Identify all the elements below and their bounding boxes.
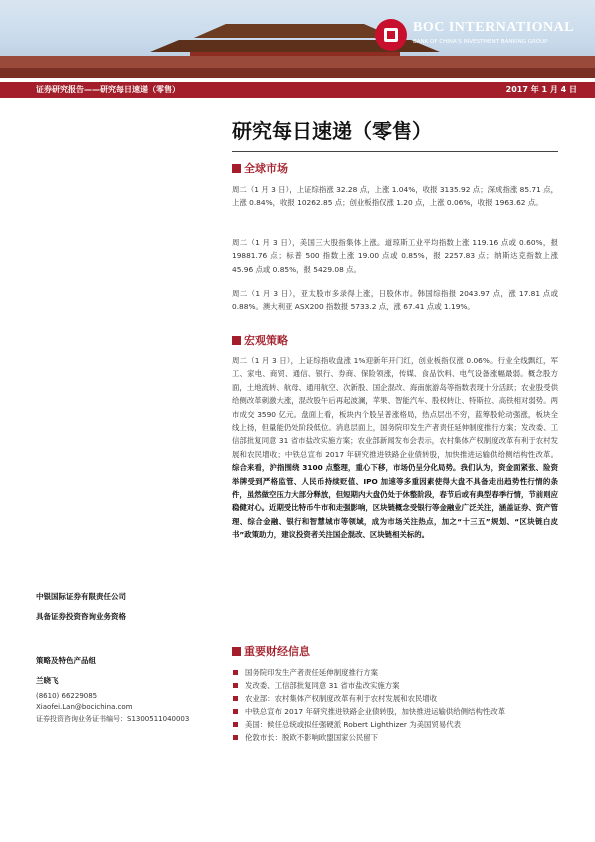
brand-name: BOC INTERNATIONAL: [413, 20, 575, 35]
boc-logo: [375, 17, 585, 57]
square-bullet-icon: [232, 647, 241, 656]
sidebar-dept: 策略及特色产品组: [36, 656, 96, 665]
macro-normal-text: 周二（1 月 3 日），上证综指收盘涨 1%迎新年开门红，创业板指仅涨 0.06%。行业全线飘红，军工、家电、商贸、通信、银行、券商、保险领涨，传媒、食品饮料、电气设备涨幅最弱。概念股方面，土地流转、航母、通用航空、次新股、国企混改、海南旅游岛等指数表现十分活跃；农业股受供给侧改革刺激大涨，混改股午后再起波澜，苹果、智能汽车、股权转让、特斯拉、高铁相对弱势。两市成交 3590 亿元。盘面上看，板块内个股呈普涨格局，热点层出不穷，蓝筹股轮动强涨，板块全线上扬，但量能仍处阶段低位。消息层面上，国务院印发生产者责任延伸制度推行方案；发改委、工信部批复同意 31 省市盐改实施方案；农业部新闻发布会表示，农村集体产权制度改革有利于农村发展和农民增收；中铁总宣布 2017 年研究推进铁路企业债转股，加快推进运输供给侧结构性改革。: [232, 356, 558, 459]
report-date: 2017 年 1 月 4 日: [505, 85, 577, 94]
news-item: [232, 666, 558, 679]
news-item: [232, 731, 558, 744]
square-bullet-icon: [233, 683, 238, 688]
news-item-text: 国务院印发生产者责任延伸制度推行方案: [245, 668, 379, 677]
section-heading-text: 全球市场: [244, 162, 288, 175]
sidebar-qualification: 具备证券投资咨询业务资格: [36, 612, 126, 621]
square-bullet-icon: [233, 696, 238, 701]
boc-logo-icon: [375, 19, 407, 51]
brand-sub: BANK OF CHINA'S INVESTMENT BANKING GROUP: [413, 39, 548, 45]
section-heading-macro: [232, 332, 288, 348]
paragraph-global-1: 周二（1 月 3 日），上证综指涨 32.28 点，上涨 1.04%，收报 3135.92 点；深成指涨 85.71 点，上涨 0.84%，收报 10262.85 点；创业板指仅涨 1.20 点，上涨 0.06%，收报 1963.62 点。: [232, 185, 558, 208]
sidebar-email[interactable]: Xiaofei.Lan@bocichina.com: [36, 703, 133, 711]
palace-wall: [0, 68, 595, 78]
square-bullet-icon: [233, 670, 238, 675]
square-bullet-icon: [232, 164, 241, 173]
news-item-text: 伦敦市长：脱欧不影响欧盟国家公民留下: [245, 733, 379, 742]
news-item-text: 中铁总宣布 2017 年研究推进铁路企业债转股，加快推进运输供给侧结构性改革: [245, 707, 506, 716]
news-item: [232, 718, 558, 731]
report-header-bar: [0, 82, 595, 98]
square-bullet-icon: [233, 709, 238, 714]
report-type: 证券研究报告——研究每日速递（零售）: [36, 85, 180, 94]
sidebar-company: 中银国际证券有限责任公司: [36, 592, 126, 601]
section-heading-news: [232, 643, 310, 659]
sidebar-phone: (8610) 66229085: [36, 692, 98, 700]
news-item: [232, 692, 558, 705]
title-rule: [232, 151, 558, 152]
paragraph-global-3: 周二（1 月 3 日），亚太股市多录得上涨，日股休市。韩国综指报 2043.97 点，涨 17.81 点或 0.88%。澳大利亚 ASX200 指数报 5733.2 点，涨 67.41 点或 1.19%。: [232, 289, 558, 312]
sidebar-analyst: 兰晓飞: [36, 676, 59, 685]
news-item-text: 农业部：农村集体产权制度改革有利于农村发展和农民增收: [245, 694, 438, 703]
news-item: [232, 705, 558, 718]
sidebar-cert: 证券投资咨询业务证书编号：S1300511040003: [36, 715, 190, 723]
news-item-text: 美国：候任总统或拟任强硬派 Robert Lighthizer 为美国贸易代表: [245, 720, 462, 729]
section-heading-text: 重要财经信息: [244, 645, 310, 658]
news-item: [232, 679, 558, 692]
header-banner: [0, 0, 595, 78]
paragraph-macro: [232, 354, 558, 542]
section-heading-text: 宏观策略: [244, 334, 288, 347]
square-bullet-icon: [233, 735, 238, 740]
page-title: 研究每日速递（零售）: [232, 119, 432, 143]
section-heading-global: [232, 160, 288, 176]
paragraph-global-2: 周二（1 月 3 日），美国三大股指集体上涨。道琼斯工业平均指数上涨 119.16 点或 0.60%，报 19881.76 点；标普 500 指数上涨 19.00 点或 0.85%，报 2257.83 点；纳斯达克指数上涨 45.96 点或 0.85%，报 5429.08 点。: [232, 238, 558, 274]
news-item-text: 发改委、工信部批复同意 31 省市盐改实施方案: [245, 681, 400, 690]
macro-bold-text: 综合来看，沪指围绕 3100 点整理，重心下移，市场仍呈分化局势。我们认为，资金面紧张、险资举牌受到严格监管、人民币持续贬值、IPO 加速等多重因素使得大盘不具备走出趋势性行情的条件，虽然做空压力大部分释放，但短期内大盘仍处于休整阶段，春节后或有典型春季行情，节前则应稳健对心。近期受比特币牛市和走强影响，区块链概念受银行等金融业广泛关注，涵盖证券、资产管理、综合金融、银行和智慧城市等领域，成为市场关注热点，加之“十三五”规划、“区块链白皮书”政策助力，建议投资者关注国企混改、区块链相关标的。: [232, 463, 558, 540]
square-bullet-icon: [232, 336, 241, 345]
square-bullet-icon: [233, 722, 238, 727]
news-list: [232, 666, 558, 744]
